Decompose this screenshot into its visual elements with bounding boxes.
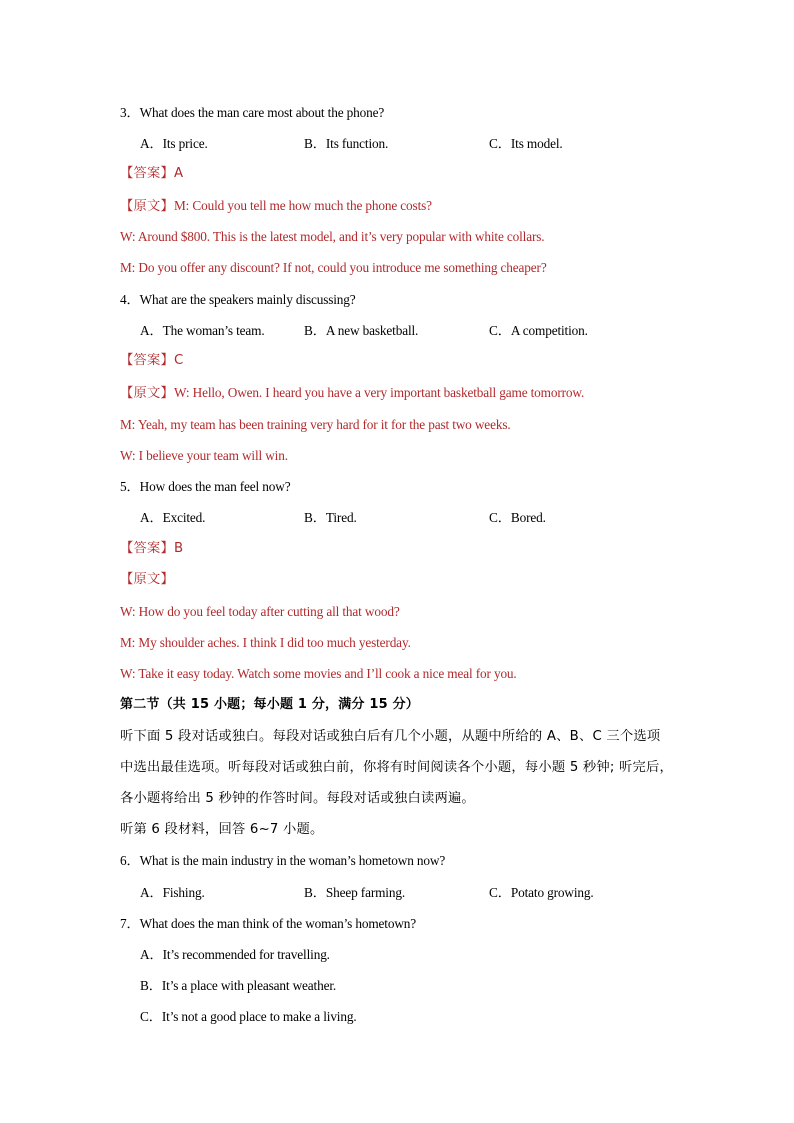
q4-option-a: A．The woman’s team. (140, 323, 265, 338)
question-4: 4．What are the speakers mainly discussing? (120, 292, 356, 307)
section-2-instructions-line-1: 听下面 5 段对话或独白。每段对话或独白后有几个小题，从题中所给的 A、B、C 三个选项 (120, 729, 661, 744)
material-note: 听第 6 段材料，回答 6~7 小题。 (120, 822, 324, 837)
section-2-instructions-line-3: 各小题将给出 5 秒钟的作答时间。每段对话或独白读两遍。 (120, 791, 475, 806)
section-2-instructions-line-2: 中选出最佳选项。听每段对话或独白前，你将有时间阅读各个小题，每小题 5 秒钟; 听完后， (120, 760, 673, 775)
section-2-heading: 第二节（共 15 小题；每小题 1 分，满分 15 分） (120, 697, 419, 712)
question-7: 7．What does the man think of the woman’s hometown? (120, 916, 417, 931)
question-6: 6．What is the main industry in the woman’s hometown now? (120, 853, 446, 868)
q3-transcript-label: 【原文】 (120, 199, 174, 214)
q3-transcript-line-1: 【原文】M: Could you tell me how much the phone costs? (120, 198, 432, 214)
q3-option-b: B．Its function. (304, 136, 389, 151)
q5-option-a: A．Excited. (140, 510, 206, 525)
q5-option-c: C．Bored. (489, 510, 546, 525)
q7-option-c: C．It’s not a good place to make a living. (140, 1009, 357, 1024)
q4-transcript-line-3: W: I believe your team will win. (120, 448, 288, 463)
q5-answer: 【答案】B (120, 541, 184, 556)
q7-option-b: B．It’s a place with pleasant weather. (140, 978, 337, 993)
q4-transcript-line-2: M: Yeah, my team has been training very hard for it for the past two weeks. (120, 417, 511, 432)
question-3: 3．What does the man care most about the phone? (120, 105, 385, 120)
q4-answer: 【答案】C (120, 353, 184, 368)
q3-transcript-line-2: W: Around $800. This is the latest model, and it’s very popular with white collars. (120, 229, 545, 244)
q6-option-a: A．Fishing. (140, 885, 205, 900)
q5-transcript-label: 【原文】 (120, 572, 174, 587)
q6-option-b: B．Sheep farming. (304, 885, 406, 900)
q5-transcript-line-3: W: Take it easy today. Watch some movies and I’ll cook a nice meal for you. (120, 666, 517, 681)
q4-option-b: B．A new basketball. (304, 323, 419, 338)
q4-option-c: C．A competition. (489, 323, 588, 338)
q3-answer: 【答案】A (120, 166, 184, 181)
question-5: 5．How does the man feel now? (120, 479, 291, 494)
q4-transcript-label: 【原文】 (120, 386, 174, 401)
q7-option-a: A．It’s recommended for travelling. (140, 947, 330, 962)
q3-option-c: C．Its model. (489, 136, 563, 151)
q5-option-b: B．Tired. (304, 510, 357, 525)
q5-transcript-line-1: W: How do you feel today after cutting all that wood? (120, 604, 400, 619)
q3-transcript-line-3: M: Do you offer any discount? If not, could you introduce me something cheaper? (120, 260, 547, 275)
q4-transcript-line-1: 【原文】W: Hello, Owen. I heard you have a very important basketball game tomorrow. (120, 385, 585, 401)
q3-option-a: A．Its price. (140, 136, 208, 151)
q5-transcript-line-2: M: My shoulder aches. I think I did too much yesterday. (120, 635, 411, 650)
q6-option-c: C．Potato growing. (489, 885, 594, 900)
